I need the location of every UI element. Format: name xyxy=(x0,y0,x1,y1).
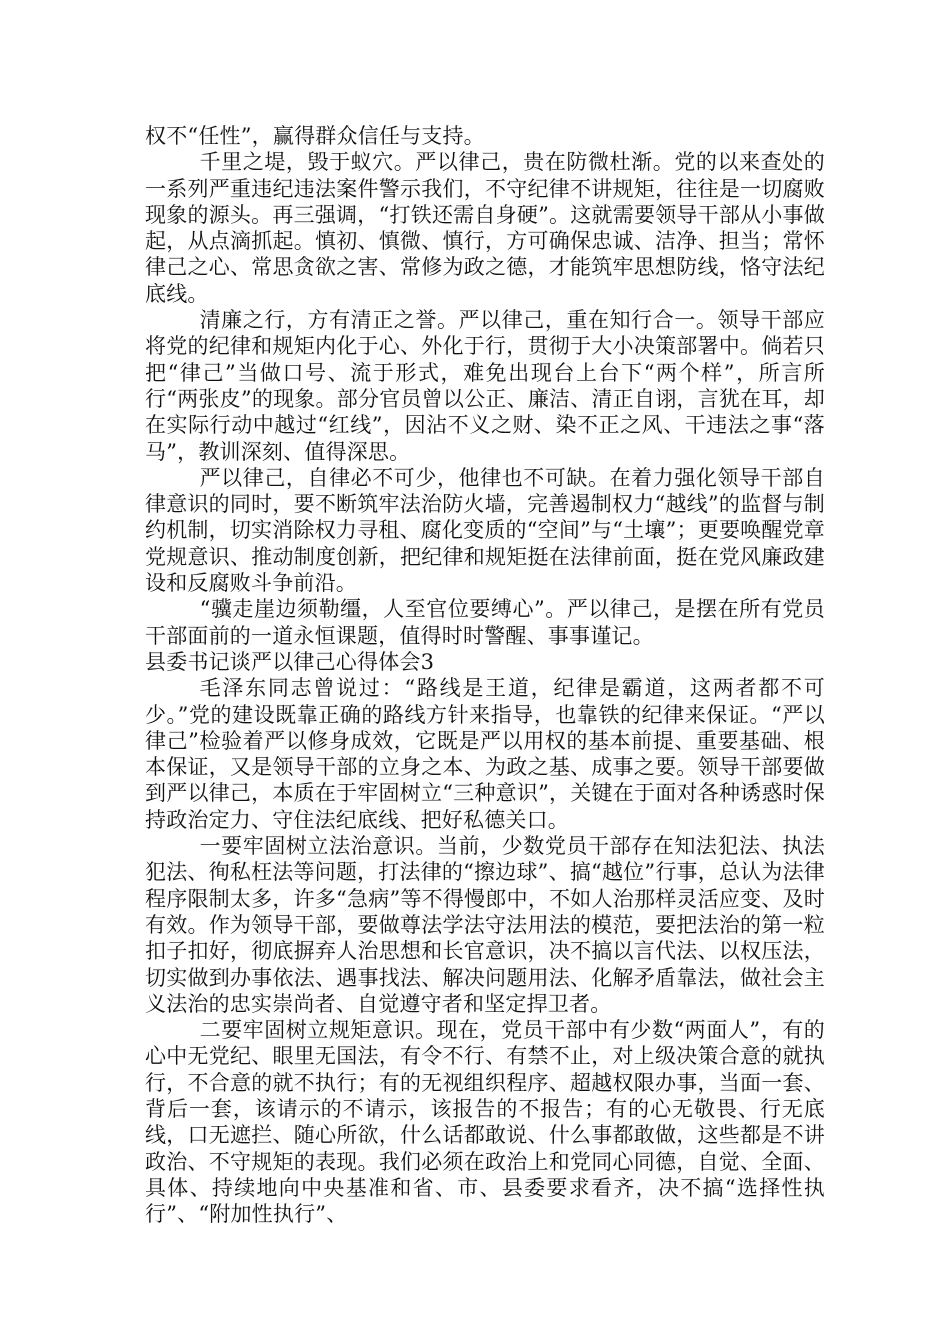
paragraph-7: 一要牢固树立法治意识。当前，少数党员干部存在知法犯法、执法犯法、徇私枉法等问题，打法律的“擦边球”、搞“越位”行事，总认为法律程序限制太多，许多“急病”等不得慢郎中，不如人治那样灵活应变、及时有效。作为领导干部，要做尊法学法守法用法的模范，要把法治的第一粒扣子扣好，彻底摒弃人治思想和长官意识，决不搞以言代法、以权压法，切实做到办事依法、遇事找法、解决问题用法、化解矛盾靠法，做社会主义法治的忠实崇尚者、自觉遵守者和坚定捍卫者。 xyxy=(145,834,825,1016)
paragraph-8: 二要牢固树立规矩意识。现在，党员干部中有少数“两面人”，有的心中无党纪、眼里无国法，有令不行、有禁不止，对上级决策合意的就执行，不合意的就不执行；有的无视组织程序、超越权限办事，当面一套、背后一套，该请示的不请示，该报告的不报告；有的心无敬畏、行无底线，口无遮拦、随心所欲，什么话都敢说、什么事都敢做，这些都是不讲政治、不守规矩的表现。我们必须在政治上和党同心同德，自觉、全面、具体、持续地向中央基准和省、市、县委要求看齐，决不搞“选择性执行”、“附加性执行”、 xyxy=(145,1018,825,1227)
paragraph-3: 清廉之行，方有清正之誉。严以律己，重在知行合一。领导干部应将党的纪律和规矩内化于心、外化于行，贯彻于大小决策部署中。倘若只把“律己”当做口号、流于形式，难免出现台上台下“两个样”，所言所行“两张皮”的现象。部分官员曾以公正、廉洁、清正自诩，言犹在耳，却在实际行动中越过“红线”，因沾不义之财、染不正之风、干违法之事“落马”，教训深刻、值得深思。 xyxy=(145,308,825,464)
paragraph-2: 千里之堤，毁于蚁穴。严以律己，贵在防微杜渐。党的以来查处的一系列严重违纪违法案件警示我们，不守纪律不讲规矩，往往是一切腐败现象的源头。再三强调，“打铁还需自身硬”。这就需要领导干部从小事做起，从点滴抓起。慎初、慎微、慎行，方可确保忠诚、洁净、担当；常怀律己之心、常思贪欲之害、常修为政之德，才能筑牢思想防线，恪守法纪底线。 xyxy=(145,150,825,306)
paragraph-5: “骥走崖边须勒缰，人至官位要缚心”。严以律己，是摆在所有党员干部面前的一道永恒课题，值得时时警醒、事事谨记。 xyxy=(145,597,825,648)
document-body xyxy=(145,123,825,1227)
section-heading: 县委书记谈严以律己心得体会3 xyxy=(145,649,435,674)
paragraph-1: 权不“任性”，赢得群众信任与支持。 xyxy=(145,124,485,148)
paragraph-6: 毛泽东同志曾说过：“路线是王道，纪律是霸道，这两者都不可少。”党的建设既靠正确的路线方针来指导，也靠铁的纪律来保证。“严以律己”检验着严以修身成效，它既是严以用权的基本前提、重要基础、根本保证，又是领导干部的立身之本、为政之基、成事之要。领导干部要做到严以律己，本质在于牢固树立“三种意识”，关键在于面对各种诱惑时保持政治定力、守住法纪底线、把好私德关口。 xyxy=(145,676,825,832)
paragraph-4: 严以律己，自律必不可少，他律也不可缺。在着力强化领导干部自律意识的同时，要不断筑牢法治防火墙，完善遏制权力“越线”的监督与制约机制，切实消除权力寻租、腐化变质的“空间”与“土壤”；更要唤醒党章党规意识、推动制度创新，把纪律和规矩挺在法律前面，挺在党风廉政建设和反腐败斗争前沿。 xyxy=(145,465,825,596)
